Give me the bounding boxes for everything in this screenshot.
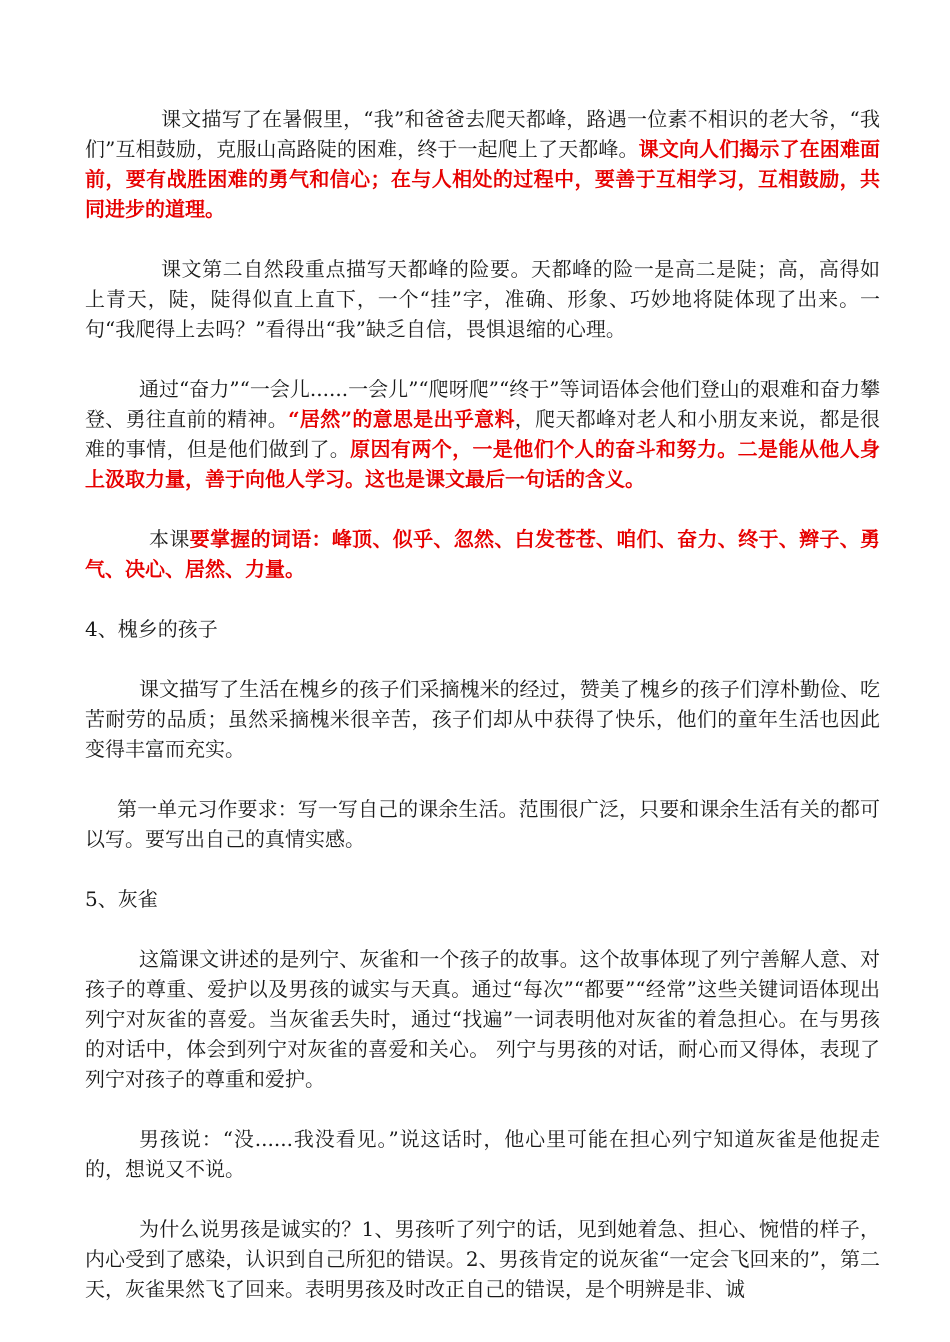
word-analysis-text-2: ，爬天都峰对老人和小朋友来说，都是很难的事情，但是他们做到了。	[85, 407, 881, 461]
spacer	[85, 644, 880, 674]
spacer	[85, 584, 880, 614]
spacer	[85, 914, 880, 944]
summary-text: 课文描写了在暑假里，“我”和爸爸去爬天都峰，路遇一位素不相识的老大爷，“我们”互相鼓励，克服山高路陡的困难，终于一起爬上了天都峰。	[85, 107, 880, 161]
honesty-text: 为什么说男孩是诚实的？1、男孩听了列宁的话，见到她着急、担心、惋惜的样子，内心受到了感染，认识到自己所犯的错误。2、男孩肯定的说灰雀“一定会飞回来的”，第二天，灰雀果然飞了回来。表明男孩及时改正自己的错误，是个明辨是非、诚	[85, 1217, 880, 1301]
boy-quote-text: 男孩说：“没......我没看见。”说这话时，他心里可能在担心列宁知道灰雀是他捉走的，想说又不说。	[85, 1127, 880, 1181]
juran-meaning-highlight: “居然”的意思是出乎意料	[288, 407, 515, 431]
paragraph-writing-requirement	[85, 794, 880, 854]
paragraph-word-analysis	[85, 374, 880, 494]
key-words-intro: 本课	[149, 527, 190, 551]
document-page	[85, 104, 880, 1304]
spacer	[85, 854, 880, 884]
paragraph-huaixiang-summary	[85, 674, 880, 764]
paragraph-boy-quote	[85, 1124, 880, 1184]
paragraph-honesty	[85, 1214, 880, 1304]
writing-requirement-text: 第一单元习作要求：写一写自己的课余生活。范围很广泛，只要和课余生活有关的都可以写。要写出自己的真情实感。	[85, 797, 880, 851]
second-section-text: 课文第二自然段重点描写天都峰的险要。天都峰的险一是高二是陡；高，高得如上青天，陡，陡得似直上直下，一个“挂”字，准确、形象、巧妙地将陡体现了出来。一句“我爬得上去吗？”看得出“我”缺乏自信，畏惧退缩的心理。	[85, 257, 880, 341]
spacer	[85, 1094, 880, 1124]
spacer	[85, 224, 880, 254]
spacer	[85, 494, 880, 524]
paragraph-huique-summary	[85, 944, 880, 1094]
huique-text: 这篇课文讲述的是列宁、灰雀和一个孩子的故事。这个故事体现了列宁善解人意、对孩子的尊重、爱护以及男孩的诚实与天真。通过“每次”“都要”“经常”这些关键词语体现出列宁对灰雀的喜爱。当灰雀丢失时，通过“找遍”一词表明他对灰雀的着急担心。在与男孩的对话中，体会到列宁对灰雀的喜爱和关心。 列宁与男孩的对话，耐心而又得体，表现了列宁对孩子的尊重和爱护。	[85, 947, 880, 1091]
summary-moral-highlight: 课文向人们揭示了在困难面前，要有战胜困难的勇气和信心；在与人相处的过程中，要善于互相学习，互相鼓励，共同进步的道理。	[85, 137, 881, 221]
huaixiang-text: 课文描写了生活在槐乡的孩子们采摘槐米的经过，赞美了槐乡的孩子们淳朴勤俭、吃苦耐劳的品质；虽然采摘槐米很辛苦，孩子们却从中获得了快乐，他们的童年生活也因此变得丰富而充实。	[85, 677, 880, 761]
key-words-highlight: 要掌握的词语：峰顶、似乎、忽然、白发苍苍、咱们、奋力、终于、辫子、勇气、决心、居然、力量。	[85, 527, 881, 581]
reasons-highlight: 原因有两个，一是他们个人的奋斗和努力。二是能从他人身上汲取力量，善于向他人学习。这也是课文最后一句话的含义。	[85, 437, 881, 491]
word-analysis-text: 通过“奋力”“一会儿......一会儿”“爬呀爬”“终于”等词语体会他们登山的艰难和奋力攀登、勇往直前的精神。	[85, 377, 880, 431]
lesson-heading-4: 4、槐乡的孩子	[85, 617, 218, 641]
paragraph-key-words	[85, 524, 880, 584]
spacer	[85, 1184, 880, 1214]
paragraph-summary-tiandufeng	[85, 104, 880, 224]
paragraph-second-section	[85, 254, 880, 344]
spacer	[85, 764, 880, 794]
lesson-heading-5: 5、灰雀	[85, 887, 158, 911]
spacer	[85, 344, 880, 374]
